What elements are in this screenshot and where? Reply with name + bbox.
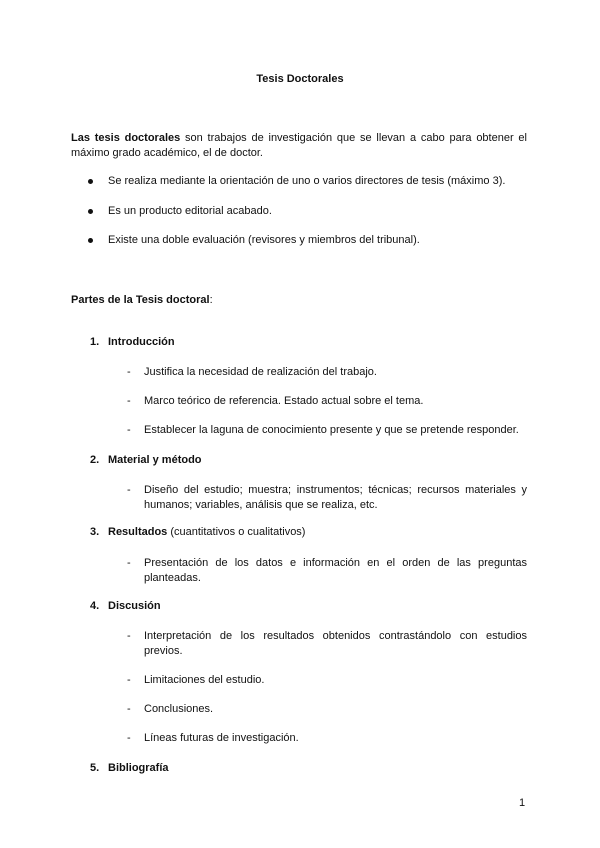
document-title: Tesis Doctorales bbox=[256, 73, 344, 85]
bullet-text: Existe una doble evaluación (revisores y miembros del tribunal). bbox=[108, 234, 420, 246]
item-text: Limitaciones del estudio. bbox=[144, 674, 265, 686]
section-heading bbox=[90, 454, 202, 466]
bullet-dot-icon bbox=[88, 238, 93, 243]
section-title: Resultados bbox=[108, 526, 168, 538]
dash-marker: - bbox=[127, 424, 131, 436]
dash-marker: - bbox=[127, 557, 131, 569]
section-heading bbox=[90, 600, 161, 612]
item-text: Marco teórico de referencia. Estado actual sobre el tema. bbox=[144, 395, 424, 407]
section-title: Introducción bbox=[108, 336, 175, 348]
item-text: Conclusiones. bbox=[144, 703, 214, 715]
section-heading bbox=[90, 526, 305, 538]
dash-marker: - bbox=[127, 395, 131, 407]
intro-rest: son trabajos de investigación que se llevan a cabo para obtener el máximo grado académico, el de doctor. bbox=[71, 132, 527, 159]
bullet-dot-icon bbox=[88, 209, 93, 214]
section-number: 4. bbox=[90, 600, 100, 612]
bullet-text: Es un producto editorial acabado. bbox=[108, 205, 272, 217]
intro-paragraph bbox=[71, 131, 527, 161]
intro-bold: Las tesis doctorales bbox=[71, 132, 181, 144]
section-heading bbox=[90, 762, 169, 774]
parts-heading-colon: : bbox=[209, 294, 213, 306]
dash-marker: - bbox=[127, 732, 131, 744]
section-heading bbox=[90, 336, 175, 348]
parts-heading bbox=[71, 294, 213, 306]
dash-marker: - bbox=[127, 674, 131, 686]
item-text: Diseño del estudio; muestra; instrumentos; técnicas; recursos materiales y humanos; variables, análisis que se realiza, etc. bbox=[144, 484, 527, 511]
page-number: 1 bbox=[519, 797, 526, 809]
section-number: 5. bbox=[90, 762, 100, 774]
item-text: Líneas futuras de investigación. bbox=[144, 732, 299, 744]
dash-marker: - bbox=[127, 484, 131, 496]
dash-marker: - bbox=[127, 366, 131, 378]
section-suffix: (cuantitativos o cualitativos) bbox=[167, 526, 306, 538]
section-number: 2. bbox=[90, 454, 100, 466]
item-text: Presentación de los datos e información en el orden de las preguntas planteadas. bbox=[144, 557, 527, 584]
section-title: Material y método bbox=[108, 454, 202, 466]
dash-marker: - bbox=[127, 630, 131, 642]
dash-marker: - bbox=[127, 703, 131, 715]
section-number: 1. bbox=[90, 336, 100, 348]
item-text: Justifica la necesidad de realización del trabajo. bbox=[144, 366, 377, 378]
section-title: Bibliografía bbox=[108, 762, 169, 774]
item-text: Interpretación de los resultados obtenidos contrastándolo con estudios previos. bbox=[144, 630, 527, 657]
parts-heading-text: Partes de la Tesis doctoral bbox=[71, 294, 210, 306]
bullet-text: Se realiza mediante la orientación de uno o varios directores de tesis (máximo 3). bbox=[108, 175, 506, 187]
item-text: Establecer la laguna de conocimiento presente y que se pretende responder. bbox=[144, 424, 519, 436]
section-title: Discusión bbox=[108, 600, 161, 612]
bullet-dot-icon bbox=[88, 179, 93, 184]
section-number: 3. bbox=[90, 526, 100, 538]
